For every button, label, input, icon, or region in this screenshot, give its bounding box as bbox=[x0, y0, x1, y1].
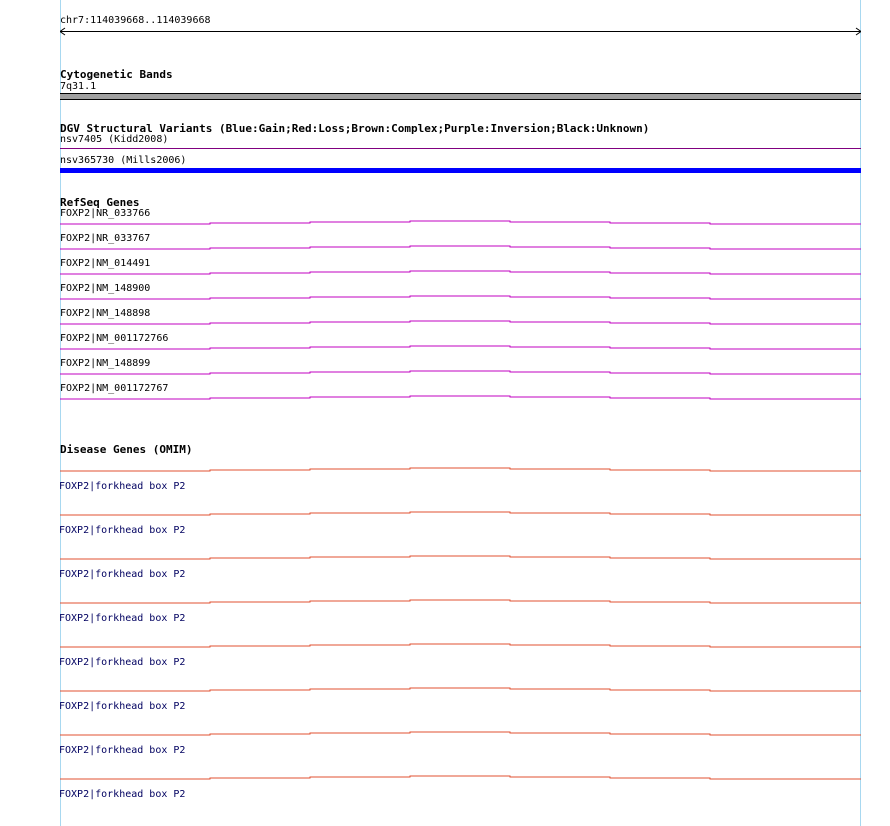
refseq-item-label[interactable]: FOXP2|NM_148900 bbox=[60, 283, 151, 294]
omim-item-label[interactable]: FOXP2|forkhead box P2 bbox=[59, 657, 186, 668]
refseq-item-label[interactable]: FOXP2|NR_033766 bbox=[60, 208, 151, 219]
omim-item-label[interactable]: FOXP2|forkhead box P2 bbox=[59, 525, 186, 536]
cytoband-track-title: Cytogenetic Bands bbox=[60, 68, 173, 81]
refseq-item-label[interactable]: FOXP2|NM_001172767 bbox=[60, 383, 169, 394]
refseq-gene-glyph[interactable] bbox=[60, 294, 861, 302]
dgv-variant-bar[interactable] bbox=[60, 148, 861, 149]
omim-item-label[interactable]: FOXP2|forkhead box P2 bbox=[59, 613, 186, 624]
refseq-item-label[interactable]: FOXP2|NM_014491 bbox=[60, 258, 151, 269]
omim-gene-glyph[interactable] bbox=[60, 466, 861, 474]
omim-track-title: Disease Genes (OMIM) bbox=[60, 443, 193, 456]
omim-gene-glyph[interactable] bbox=[60, 554, 861, 562]
ruler-label: chr7:114039668..114039668 bbox=[60, 15, 211, 26]
omim-item-label[interactable]: FOXP2|forkhead box P2 bbox=[59, 789, 186, 800]
view-right-boundary bbox=[860, 0, 861, 826]
dgv-variant-bar[interactable] bbox=[60, 168, 861, 173]
refseq-gene-glyph[interactable] bbox=[60, 219, 861, 227]
omim-gene-glyph[interactable] bbox=[60, 686, 861, 694]
dgv-item-label[interactable]: nsv7405 (Kidd2008) bbox=[60, 134, 169, 145]
refseq-track-title: RefSeq Genes bbox=[60, 196, 140, 209]
refseq-gene-glyph[interactable] bbox=[60, 344, 861, 352]
omim-gene-glyph[interactable] bbox=[60, 730, 861, 738]
omim-item-label[interactable]: FOXP2|forkhead box P2 bbox=[59, 745, 186, 756]
ruler-arrow bbox=[60, 27, 861, 36]
omim-gene-glyph[interactable] bbox=[60, 510, 861, 518]
refseq-gene-glyph[interactable] bbox=[60, 369, 861, 377]
refseq-gene-glyph[interactable] bbox=[60, 269, 861, 277]
omim-item-label[interactable]: FOXP2|forkhead box P2 bbox=[59, 569, 186, 580]
omim-gene-glyph[interactable] bbox=[60, 642, 861, 650]
omim-gene-glyph[interactable] bbox=[60, 774, 861, 782]
refseq-item-label[interactable]: FOXP2|NM_148899 bbox=[60, 358, 151, 369]
refseq-gene-glyph[interactable] bbox=[60, 394, 861, 402]
cytoband-label: 7q31.1 bbox=[60, 81, 97, 92]
refseq-gene-glyph[interactable] bbox=[60, 244, 861, 252]
refseq-gene-glyph[interactable] bbox=[60, 319, 861, 327]
dgv-track-title: DGV Structural Variants (Blue:Gain;Red:Loss;Brown:Complex;Purple:Inversion;Black:Unknown) bbox=[60, 122, 650, 135]
refseq-item-label[interactable]: FOXP2|NM_148898 bbox=[60, 308, 151, 319]
refseq-item-label[interactable]: FOXP2|NM_001172766 bbox=[60, 333, 169, 344]
omim-item-label[interactable]: FOXP2|forkhead box P2 bbox=[59, 701, 186, 712]
dgv-item-label[interactable]: nsv365730 (Mills2006) bbox=[60, 155, 187, 166]
refseq-item-label[interactable]: FOXP2|NR_033767 bbox=[60, 233, 151, 244]
omim-gene-glyph[interactable] bbox=[60, 598, 861, 606]
omim-item-label[interactable]: FOXP2|forkhead box P2 bbox=[59, 481, 186, 492]
cytoband-bar[interactable] bbox=[60, 93, 861, 100]
